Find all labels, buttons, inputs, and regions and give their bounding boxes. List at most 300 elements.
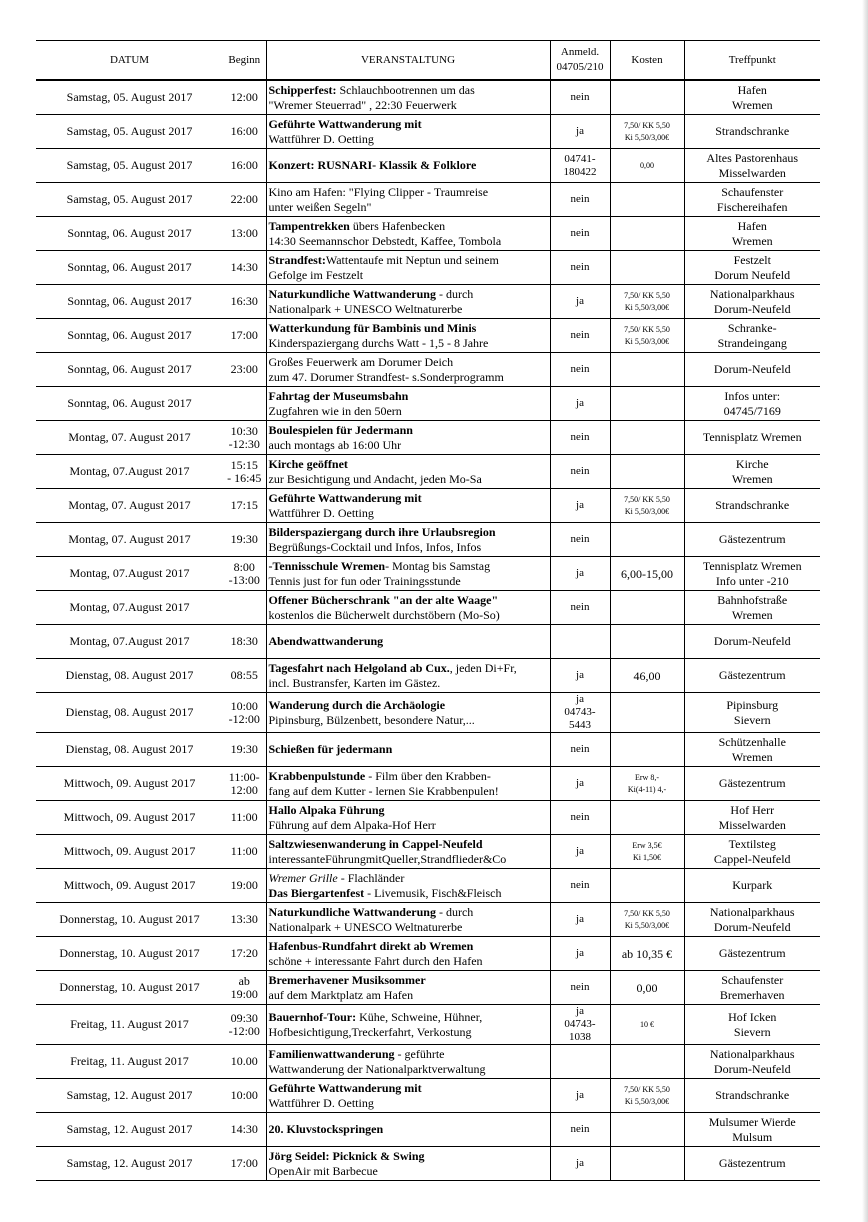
event-date: Montag, 07.August 2017 <box>36 455 223 489</box>
event-meeting-point-line: Schaufenster <box>721 184 784 199</box>
event-time <box>223 217 266 251</box>
event-title: Saltzwiesenwanderung in Cappel-Neufeld <box>268 836 483 851</box>
event-title-line <box>269 185 548 200</box>
event-meeting-point <box>684 937 820 971</box>
event-detail-line <box>269 438 548 453</box>
event-time-line: 11:00- <box>228 769 260 784</box>
event-title-line <box>269 423 548 438</box>
event-title-line <box>269 389 548 404</box>
event-meeting-point-line: Sievern <box>733 712 771 727</box>
event-registration <box>550 115 610 149</box>
event-cost-line: Erw 8,- <box>635 772 659 782</box>
event-cost <box>610 115 684 149</box>
event-cost-line: 7,50/ KK 5,50 <box>624 324 670 334</box>
event-title-line <box>269 871 548 886</box>
event-detail: Hofbesichtigung,Treckerfahrt, Verkostung <box>268 1024 472 1039</box>
event-detail: fang auf dem Kutter - lernen Sie Krabbenpulen! <box>268 783 499 798</box>
table-row <box>36 591 820 625</box>
table-row <box>36 80 820 115</box>
event-title: Schipperfest: <box>268 82 337 97</box>
event-meeting-point-line: Wremen <box>731 749 773 764</box>
event-time-line: 19:00 <box>230 878 258 892</box>
event-date: Samstag, 05. August 2017 <box>36 80 223 115</box>
event-time <box>223 1045 266 1079</box>
event-registration-line: 04741- <box>564 152 596 165</box>
event-date: Sonntag, 06. August 2017 <box>36 353 223 387</box>
event-date: Dienstag, 08. August 2017 <box>36 659 223 693</box>
event-meeting-point-line: Dorum-Neufeld <box>713 362 791 376</box>
event-time-line: 10:00 <box>230 1088 258 1102</box>
event-meeting-point-line: Info unter -210 <box>715 573 789 588</box>
event-meeting-point-line: Gästezentrum <box>718 946 786 960</box>
event-meeting-point-line: Tennisplatz Wremen <box>702 430 802 444</box>
table-row <box>36 767 820 801</box>
event-title-line <box>269 634 548 649</box>
event-time-line: 17:00 <box>230 1156 258 1170</box>
event-cost <box>610 523 684 557</box>
event-date: Sonntag, 06. August 2017 <box>36 251 223 285</box>
event-title-line <box>269 973 548 988</box>
event-date: Donnerstag, 10. August 2017 <box>36 937 223 971</box>
event-title-rest: Kino am Hafen: "Flying Clipper - Traumreise <box>268 184 489 199</box>
event-detail-line <box>269 506 548 521</box>
event-meeting-point-line: Dorum-Neufeld <box>713 1061 791 1076</box>
event-detail: schöne + interessante Fahrt durch den Hafen <box>268 953 483 968</box>
event-date: Donnerstag, 10. August 2017 <box>36 903 223 937</box>
table-row <box>36 659 820 693</box>
event-registration <box>550 489 610 523</box>
event-registration <box>550 557 610 591</box>
event-title-line <box>269 287 548 302</box>
event-title: Abendwattwanderung <box>268 634 384 648</box>
event-meeting-point-line: Mulsumer Wierde <box>708 1114 796 1129</box>
event-title-line <box>269 117 548 132</box>
event-cost <box>610 80 684 115</box>
event-description <box>266 217 550 251</box>
event-schedule-table <box>36 40 820 1181</box>
event-title-line <box>269 698 548 713</box>
event-description <box>266 693 550 733</box>
event-registration-line: nein <box>570 879 590 891</box>
event-cost <box>610 387 684 421</box>
event-detail: auch montags ab 16:00 Uhr <box>268 437 402 452</box>
event-date: Montag, 07. August 2017 <box>36 489 223 523</box>
event-meeting-point <box>684 353 820 387</box>
event-time <box>223 489 266 523</box>
event-cost-line: 7,50/ KK 5,50 <box>624 290 670 300</box>
event-registration-line: nein <box>570 1123 590 1135</box>
event-time-line: 19:30 <box>230 742 258 756</box>
event-meeting-point <box>684 971 820 1005</box>
event-detail-line <box>269 540 548 555</box>
event-cost <box>610 625 684 659</box>
event-time <box>223 80 266 115</box>
event-time-line: 17:20 <box>230 946 258 960</box>
event-detail: Tennis just for fun oder Trainingsstunde <box>268 573 461 588</box>
event-title-rest: , jeden Di+Fr, <box>449 660 517 675</box>
event-meeting-point-line: Hof Icken <box>728 1009 777 1024</box>
event-title-line <box>269 905 548 920</box>
event-description <box>266 421 550 455</box>
event-registration <box>550 1147 610 1181</box>
event-date: Mittwoch, 09. August 2017 <box>36 869 223 903</box>
event-time-line: 10:00 <box>230 698 258 713</box>
event-date: Freitag, 11. August 2017 <box>36 1005 223 1045</box>
table-body <box>36 80 820 1181</box>
event-cost <box>610 217 684 251</box>
header-date: DATUM <box>36 41 223 81</box>
event-title: Familienwattwanderung <box>268 1046 395 1061</box>
event-cost-line: Ki 5,50/3,00€ <box>624 920 670 930</box>
event-detail: Wattführer D. Oetting <box>268 1095 374 1110</box>
event-meeting-point-line: Bahnhofstraße <box>717 592 788 607</box>
event-detail-line <box>269 302 548 317</box>
event-time <box>223 591 266 625</box>
event-date: Donnerstag, 10. August 2017 <box>36 971 223 1005</box>
event-description <box>266 489 550 523</box>
event-title: Boulespielen für Jedermann <box>268 422 413 437</box>
event-detail-line <box>269 472 548 487</box>
event-registration <box>550 455 610 489</box>
event-date: Samstag, 05. August 2017 <box>36 115 223 149</box>
table-row <box>36 869 820 903</box>
event-title-rest: - durch <box>435 904 474 919</box>
event-time-line: -12:00 <box>228 1023 260 1038</box>
event-cost <box>610 693 684 733</box>
event-meeting-point-line: Hafen <box>737 218 767 233</box>
event-meeting-point-line: Wremen <box>731 471 773 486</box>
event-date: Freitag, 11. August 2017 <box>36 1045 223 1079</box>
event-title-line <box>269 742 548 757</box>
table-row <box>36 353 820 387</box>
event-meeting-point <box>684 625 820 659</box>
event-date: Samstag, 05. August 2017 <box>36 183 223 217</box>
event-meeting-point-line: Textilsteg <box>728 836 776 851</box>
event-cost <box>610 767 684 801</box>
event-time-line: 16:00 <box>230 158 258 172</box>
event-cost <box>610 1005 684 1045</box>
event-description <box>266 557 550 591</box>
event-description <box>266 591 550 625</box>
table-row <box>36 149 820 183</box>
event-date: Montag, 07. August 2017 <box>36 421 223 455</box>
event-detail-line <box>269 1025 548 1040</box>
event-title: Fahrtag der Museumsbahn <box>268 388 409 403</box>
event-detail: unter weißen Segeln" <box>268 199 372 214</box>
event-title-line <box>269 939 548 954</box>
event-registration-line: 1038 <box>569 1031 591 1043</box>
event-detail-line <box>269 1096 548 1111</box>
event-time-line: 17:00 <box>230 328 258 342</box>
event-meeting-point <box>684 767 820 801</box>
event-registration <box>550 835 610 869</box>
event-registration <box>550 1113 610 1147</box>
event-title-rest: Kühe, Schweine, Hühner, <box>356 1009 483 1024</box>
event-description <box>266 869 550 903</box>
event-meeting-point-line: Gästezentrum <box>718 776 786 790</box>
event-meeting-point-line: Wremen <box>731 97 773 112</box>
event-title: Wanderung durch die Archäologie <box>268 697 446 712</box>
event-registration <box>550 421 610 455</box>
event-description <box>266 659 550 693</box>
event-meeting-point-line: Dorum-Neufeld <box>713 301 791 316</box>
event-title-rest: - durch <box>435 286 474 301</box>
event-detail: Nationalpark + UNESCO Weltnaturerbe <box>268 301 463 316</box>
event-registration <box>550 319 610 353</box>
event-detail: Kinderspaziergang durchs Watt - 1,5 - 8 Jahre <box>268 335 489 350</box>
event-meeting-point-line: Fischereihafen <box>716 199 788 214</box>
event-time-line: 16:30 <box>230 294 258 308</box>
event-meeting-point <box>684 659 820 693</box>
event-date: Sonntag, 06. August 2017 <box>36 217 223 251</box>
table-row <box>36 903 820 937</box>
table-row <box>36 557 820 591</box>
event-title-rest: - Flachländer <box>337 870 405 885</box>
event-registration <box>550 1005 610 1045</box>
event-meeting-point-line: Tennisplatz Wremen <box>702 558 802 573</box>
event-title: Bilderspaziergang durch ihre Urlaubsregion <box>268 524 496 539</box>
event-time <box>223 733 266 767</box>
event-date: Montag, 07. August 2017 <box>36 523 223 557</box>
event-registration-line: nein <box>570 981 590 993</box>
event-title-line <box>269 1149 548 1164</box>
event-time-line: -12:00 <box>228 711 260 726</box>
event-registration-line: 04743- <box>564 1018 596 1030</box>
event-cost-line: Erw 3,5€ <box>632 840 662 850</box>
event-cost <box>610 285 684 319</box>
table-row <box>36 285 820 319</box>
event-detail-line <box>269 200 548 215</box>
event-time-line: 11:00 <box>230 810 258 824</box>
event-time-line: 13:00 <box>230 226 258 240</box>
event-title-line <box>269 457 548 472</box>
event-cost <box>610 489 684 523</box>
event-description <box>266 801 550 835</box>
event-detail-line <box>269 336 548 351</box>
event-registration-line: ja <box>576 397 584 409</box>
event-detail: Nationalpark + UNESCO Weltnaturerbe <box>268 919 463 934</box>
event-detail: auf dem Marktplatz am Hafen <box>268 987 414 1002</box>
event-time <box>223 1147 266 1181</box>
event-cost <box>610 801 684 835</box>
event-cost <box>610 1079 684 1113</box>
event-date: Mittwoch, 09. August 2017 <box>36 767 223 801</box>
event-cost-line: 10 € <box>640 1019 654 1029</box>
event-registration <box>550 869 610 903</box>
event-detail-line <box>269 954 548 969</box>
event-description <box>266 251 550 285</box>
event-date: Montag, 07.August 2017 <box>36 625 223 659</box>
event-title: Wremer Grille <box>268 870 338 885</box>
event-meeting-point <box>684 1005 820 1045</box>
event-title-line <box>269 158 548 173</box>
event-cost-line: Ki 5,50/3,00€ <box>624 506 670 516</box>
event-time <box>223 625 266 659</box>
event-description <box>266 767 550 801</box>
event-time <box>223 251 266 285</box>
event-registration-line: nein <box>570 227 590 239</box>
event-detail: Wattwanderung der Nationalparktverwaltung <box>268 1061 486 1076</box>
table-row <box>36 421 820 455</box>
event-date: Samstag, 12. August 2017 <box>36 1113 223 1147</box>
event-detail-line <box>269 268 548 283</box>
event-detail: - Livemusik, Fisch&Fleisch <box>364 885 502 900</box>
event-cost <box>610 319 684 353</box>
event-time <box>223 801 266 835</box>
event-date: Mittwoch, 09. August 2017 <box>36 801 223 835</box>
event-title: Geführte Wattwanderung mit <box>268 116 422 131</box>
event-time <box>223 937 266 971</box>
event-time-line: 12:00 <box>230 782 258 797</box>
event-cost <box>610 455 684 489</box>
event-description <box>266 903 550 937</box>
event-title: Tagesfahrt nach Helgoland ab Cux. <box>268 660 450 675</box>
event-cost <box>610 421 684 455</box>
event-registration <box>550 733 610 767</box>
event-time <box>223 319 266 353</box>
event-registration-line: nein <box>570 533 590 545</box>
event-meeting-point <box>684 869 820 903</box>
header-event: VERANSTALTUNG <box>266 41 550 81</box>
event-cost <box>610 903 684 937</box>
event-title: Hafenbus-Rundfahrt direkt ab Wremen <box>268 938 474 953</box>
event-meeting-point-line: Gästezentrum <box>718 1156 786 1170</box>
event-cost <box>610 869 684 903</box>
event-title: Geführte Wattwanderung mit <box>268 490 422 505</box>
event-registration-line: nein <box>570 601 590 613</box>
event-meeting-point <box>684 183 820 217</box>
event-meeting-point-line: Strandschranke <box>715 498 790 512</box>
event-title-line <box>269 593 548 608</box>
event-time-line: 19:00 <box>230 986 258 1001</box>
event-title-line <box>269 525 548 540</box>
event-title-line <box>269 1047 548 1062</box>
event-meeting-point-line: Kurpark <box>732 878 773 892</box>
event-registration-line: ja <box>576 693 584 705</box>
table-row <box>36 625 820 659</box>
event-registration <box>550 183 610 217</box>
event-time-line: 08:55 <box>230 668 258 682</box>
event-meeting-point-line: Dorum-Neufeld <box>713 919 791 934</box>
event-title-rest: - Film über den Krabben- <box>365 768 491 783</box>
table-row <box>36 1045 820 1079</box>
event-detail: Begrüßungs-Cocktail und Infos, Infos, Infos <box>268 539 482 554</box>
event-detail-line <box>269 132 548 147</box>
table-row <box>36 693 820 733</box>
event-description <box>266 1147 550 1181</box>
event-time <box>223 149 266 183</box>
event-registration-line: ja <box>576 1005 584 1017</box>
event-detail-line <box>269 1164 548 1179</box>
event-meeting-point <box>684 693 820 733</box>
event-meeting-point <box>684 80 820 115</box>
event-detail-line <box>269 852 548 867</box>
event-registration <box>550 217 610 251</box>
event-detail-line <box>269 1062 548 1077</box>
event-title-rest: Großes Feuerwerk am Dorumer Deich <box>268 354 454 369</box>
event-meeting-point <box>684 421 820 455</box>
event-registration-line: nein <box>570 811 590 823</box>
event-time <box>223 285 266 319</box>
event-meeting-point-line: Dorum Neufeld <box>714 267 791 282</box>
event-title: Naturkundliche Wattwanderung <box>268 286 436 301</box>
event-date: Samstag, 05. August 2017 <box>36 149 223 183</box>
event-time <box>223 1005 266 1045</box>
event-description <box>266 523 550 557</box>
event-detail-line <box>269 784 548 799</box>
event-meeting-point-line: 04745/7169 <box>723 403 781 418</box>
event-registration-line: nein <box>570 465 590 477</box>
event-time-line: -13:00 <box>228 572 260 587</box>
event-title-line <box>269 491 548 506</box>
event-title-line <box>269 803 548 818</box>
event-time <box>223 387 266 421</box>
event-detail-line <box>269 886 548 901</box>
event-registration <box>550 285 610 319</box>
event-date: Samstag, 12. August 2017 <box>36 1147 223 1181</box>
event-time-line: 8:00 <box>233 559 255 574</box>
event-meeting-point-line: Mulsum <box>732 1129 773 1144</box>
event-time-line: 11:00 <box>230 844 258 858</box>
event-registration-line: nein <box>570 743 590 755</box>
event-detail: kostenlos die Bücherwelt durchstöbern (Mo-So) <box>268 607 500 622</box>
event-meeting-point-line: Schranke- <box>727 320 777 335</box>
event-registration <box>550 149 610 183</box>
event-time <box>223 455 266 489</box>
event-meeting-point <box>684 801 820 835</box>
header-cost: Kosten <box>610 41 684 81</box>
event-cost-line: 0,00 <box>640 160 654 170</box>
event-time-line: 14:30 <box>230 1122 258 1136</box>
event-cost-line: Ki 1,50€ <box>633 852 661 862</box>
event-title-line <box>269 661 548 676</box>
event-registration <box>550 937 610 971</box>
event-time-line: 23:00 <box>230 362 258 376</box>
event-detail-line <box>269 404 548 419</box>
event-meeting-point-line: Misselwarden <box>718 165 786 180</box>
event-cost-line: 7,50/ KK 5,50 <box>624 120 670 130</box>
table-row <box>36 937 820 971</box>
event-title-line <box>269 253 548 268</box>
event-registration-line: ja <box>576 669 584 681</box>
event-date: Mittwoch, 09. August 2017 <box>36 835 223 869</box>
event-registration <box>550 251 610 285</box>
event-cost <box>610 353 684 387</box>
event-meeting-point <box>684 557 820 591</box>
event-meeting-point-line: Wremen <box>731 607 773 622</box>
table-row <box>36 971 820 1005</box>
event-meeting-point-line: Festzelt <box>733 252 771 267</box>
event-cost <box>610 1147 684 1181</box>
event-cost <box>610 251 684 285</box>
event-time-line: 16:00 <box>230 124 258 138</box>
event-title-line <box>269 355 548 370</box>
event-meeting-point-line: Hafen <box>737 82 767 97</box>
event-detail: Wattführer D. Oetting <box>268 505 374 520</box>
event-detail-line <box>269 676 548 691</box>
event-registration <box>550 523 610 557</box>
event-detail: Wattführer D. Oetting <box>268 131 374 146</box>
event-meeting-point-line: Nationalparkhaus <box>709 1046 795 1061</box>
event-meeting-point <box>684 1147 820 1181</box>
event-registration-line: 180422 <box>563 165 597 178</box>
event-detail: incl. Bustransfer, Karten im Gästez. <box>268 675 441 690</box>
event-title: Krabbenpulstunde <box>268 768 366 783</box>
event-meeting-point <box>684 591 820 625</box>
table-row <box>36 1147 820 1181</box>
event-time-line: 17:15 <box>230 498 258 512</box>
event-meeting-point-line: Kirche <box>735 456 769 471</box>
